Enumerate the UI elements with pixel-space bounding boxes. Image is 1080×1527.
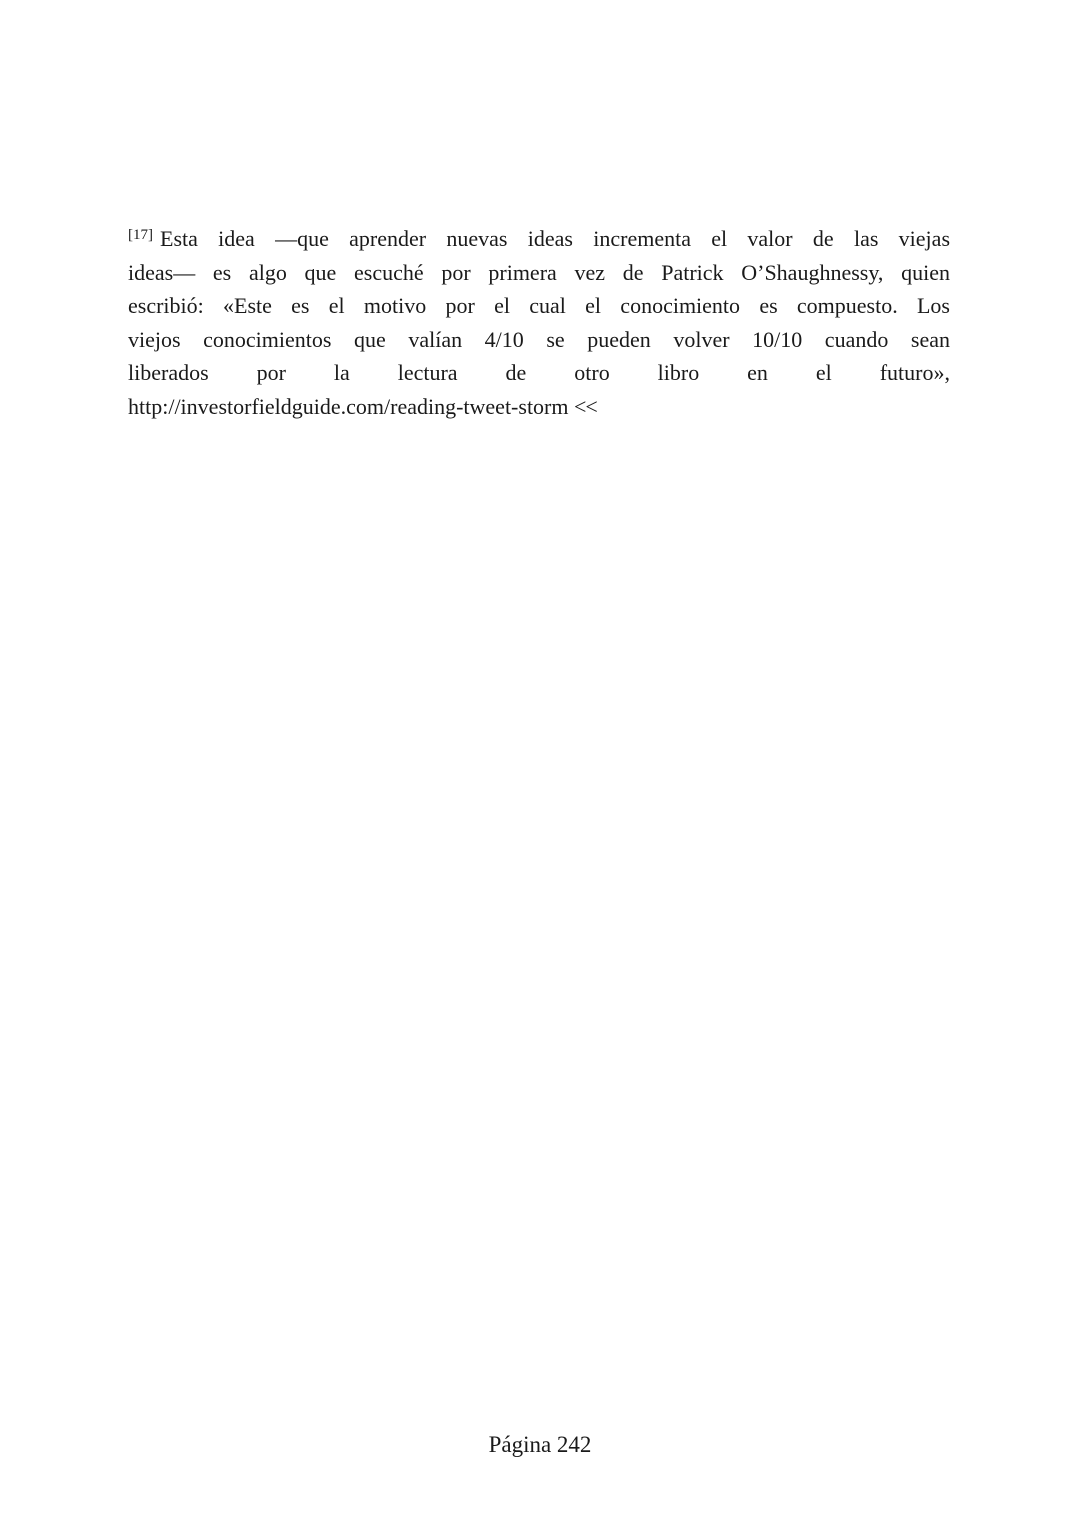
footnote-marker: [17] bbox=[128, 227, 153, 243]
footnote-url: http://investorfieldguide.com/reading-tweet-storm bbox=[128, 393, 569, 419]
footnote-line: viejos conocimientos que valían 4/10 se pueden volver 10/10 cuando sean bbox=[128, 326, 950, 352]
page-number-label: Página 242 bbox=[488, 1432, 592, 1457]
footnote-line bbox=[128, 390, 950, 424]
backref-marker: << bbox=[574, 393, 597, 419]
footnote-line: ideas— es algo que escuché por primera vez de Patrick O’Shaughnessy, quien bbox=[128, 259, 950, 285]
footnote-line-text: Esta idea —que aprender nuevas ideas incrementa el valor de las viejas bbox=[160, 226, 950, 251]
footnote-line bbox=[128, 222, 950, 256]
page-footer bbox=[0, 1430, 1080, 1460]
footnote-block bbox=[128, 222, 950, 423]
footnote-line: liberados por la lectura de otro libro en el futuro», bbox=[128, 360, 950, 385]
footnote-line: escribió: «Este es el motivo por el cual el conocimiento es compuesto. Los bbox=[128, 293, 950, 318]
